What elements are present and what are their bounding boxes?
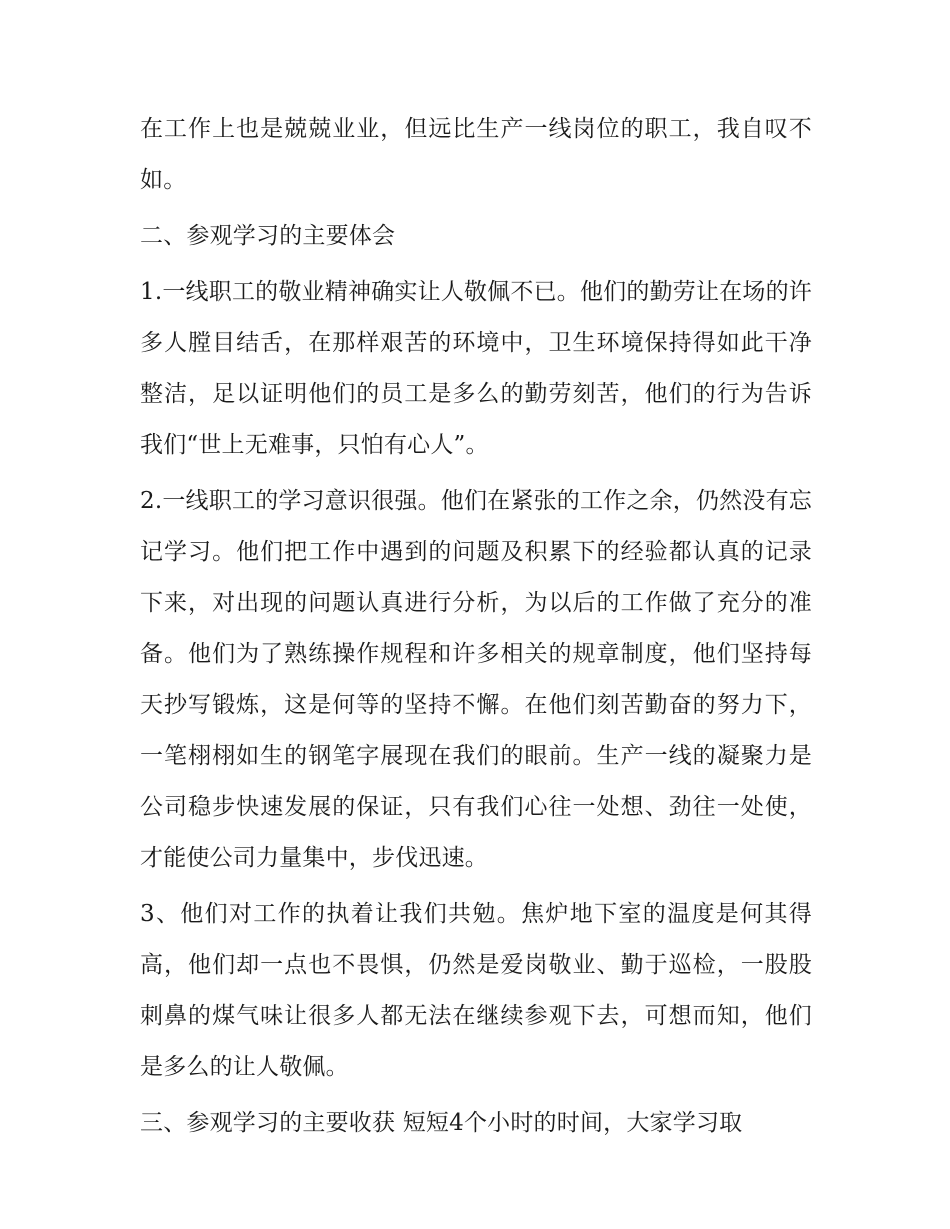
paragraph-point-1: 1.一线职工的敬业精神确实让人敬佩不已。他们的勤劳让在场的许多人膛目结舌，在那样艰苦的环境中，卫生环境保持得如此干净整洁，足以证明他们的员工是多么的勤劳刻苦，他们的行为告诉我们“世上无难事，只怕有心人”。 xyxy=(140,279,812,458)
section-heading-2: 二、参观学习的主要体会 xyxy=(140,223,396,249)
document-body xyxy=(140,104,812,1149)
paragraph-point-2: 2.一线职工的学习意识很强。他们在紧张的工作之余，仍然没有忘记学习。他们把工作中遇到的问题及积累下的经验都认真的记录下来，对出现的问题认真进行分析，为以后的工作做了充分的准备。他们为了熟练操作规程和许多相关的规章制度，他们坚持每天抄写锻炼，这是何等的坚持不懈。在他们刻苦勤奋的努力下，一笔栩栩如生的钢笔字展现在我们的眼前。生产一线的凝聚力是公司稳步快速发展的保证，只有我们心往一处想、劲往一处使，才能使公司力量集中，步伐迅速。 xyxy=(140,488,812,871)
paragraph-point-3: 3、他们对工作的执着让我们共勉。焦炉地下室的温度是何其得高，他们却一点也不畏惧，仍然是爱岗敬业、勤于巡检，一股股刺鼻的煤气味让很多人都无法在继续参观下去，可想而知，他们是多么的让人敬佩。 xyxy=(140,901,812,1080)
paragraph-intro-continuation: 在工作上也是兢兢业业，但远比生产一线岗位的职工，我自叹不如。 xyxy=(140,116,812,193)
section-heading-3: 三、参观学习的主要收获 短短4个小时的时间，大家学习取 xyxy=(140,1110,743,1136)
